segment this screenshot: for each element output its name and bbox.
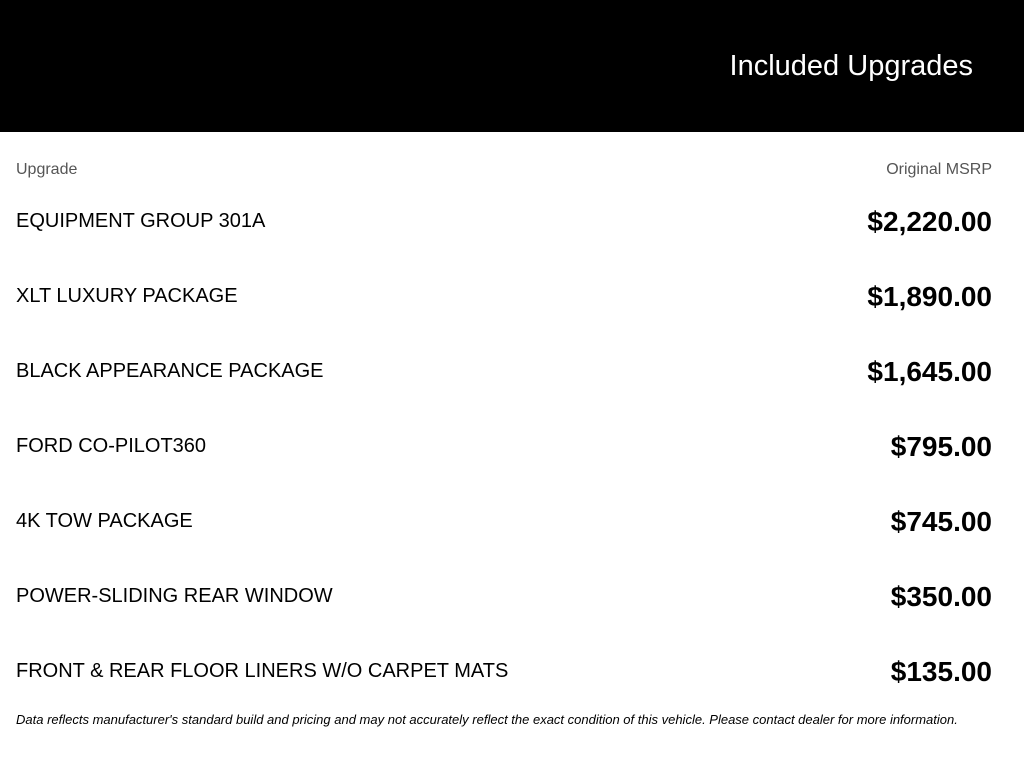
header-banner	[0, 0, 1024, 132]
upgrade-row	[16, 559, 992, 634]
upgrade-name: BLACK APPEARANCE PACKAGE	[16, 360, 324, 382]
column-header-upgrade: Upgrade	[16, 161, 78, 178]
upgrade-price: $1,645.00	[867, 355, 992, 387]
upgrade-row	[16, 259, 992, 334]
upgrade-name: FRONT & REAR FLOOR LINERS W/O CARPET MATS	[16, 660, 509, 682]
upgrade-row	[16, 184, 992, 259]
upgrade-name: 4K TOW PACKAGE	[16, 510, 193, 532]
column-headers	[16, 160, 992, 180]
upgrade-row	[16, 634, 992, 709]
upgrade-name: EQUIPMENT GROUP 301A	[16, 210, 266, 232]
upgrade-name: POWER-SLIDING REAR WINDOW	[16, 585, 333, 607]
upgrade-price: $350.00	[890, 580, 992, 612]
upgrade-name: XLT LUXURY PACKAGE	[16, 285, 238, 307]
disclaimer-text: Data reflects manufacturer's standard build and pricing and may not accurately reflect the exact condition of this vehicle. Please contact dealer for more information.	[16, 712, 958, 727]
page-title: Included Upgrades	[729, 50, 973, 82]
upgrade-name: FORD CO-PILOT360	[16, 435, 207, 457]
upgrade-price: $2,220.00	[867, 205, 992, 237]
upgrade-list	[16, 184, 992, 709]
upgrade-price: $745.00	[890, 505, 992, 537]
upgrade-price: $795.00	[890, 430, 992, 462]
column-header-original-msrp: Original MSRP	[886, 161, 992, 178]
upgrade-price: $1,890.00	[867, 280, 992, 312]
upgrade-price: $135.00	[890, 655, 992, 687]
upgrade-row	[16, 334, 992, 409]
upgrade-row	[16, 409, 992, 484]
upgrades-panel	[0, 132, 1024, 768]
upgrade-row	[16, 484, 992, 559]
